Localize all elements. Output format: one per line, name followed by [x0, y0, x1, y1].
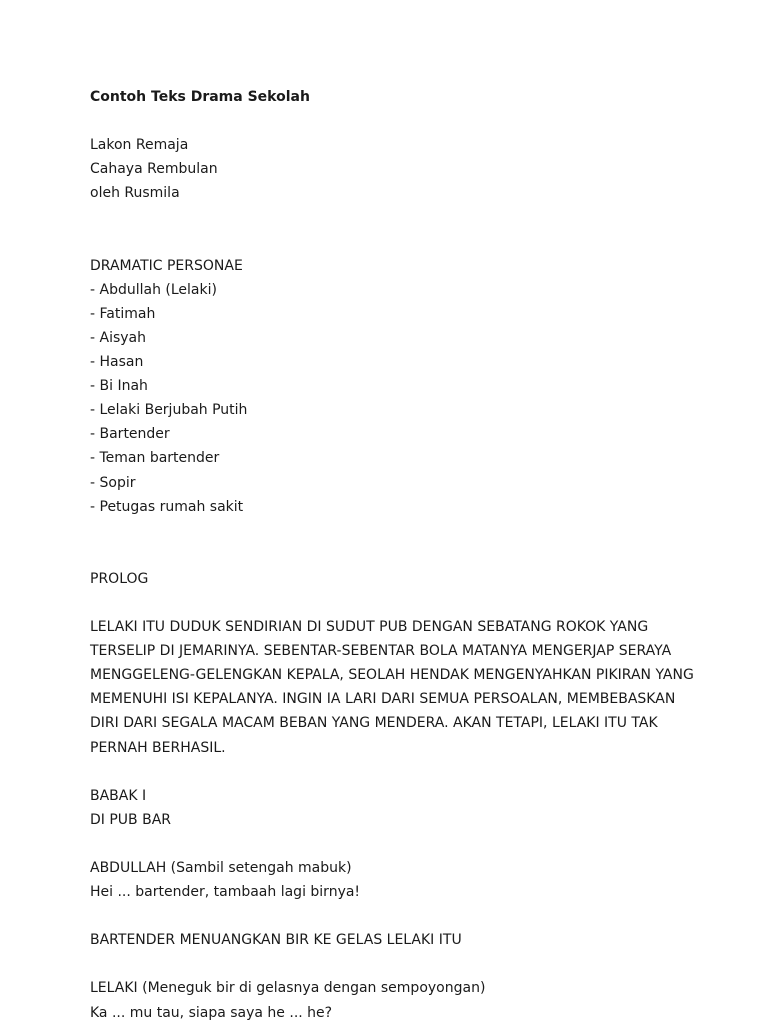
personae-list — [90, 278, 710, 519]
list-item: - Petugas rumah sakit — [90, 498, 244, 515]
document-title: Contoh Teks Drama Sekolah — [90, 89, 310, 105]
list-item: - Sopir — [90, 474, 136, 491]
prolog-line: TERSELIP DI JEMARINYA. SEBENTAR-SEBENTAR BOLA MATANYA MENGERJAP SERAYA — [90, 643, 672, 660]
prolog-line: MEMENUHI ISI KEPALANYA. INGIN IA LARI DARI SEMUA PERSOALAN, MEMBEBASKAN — [90, 691, 676, 708]
prolog-line: DIRI DARI SEGALA MACAM BEBAN YANG MENDERA. AKAN TETAPI, LELAKI ITU TAK — [90, 715, 658, 732]
list-item: - Bi Inah — [90, 378, 148, 395]
list-item: - Bartender — [90, 426, 170, 443]
list-item: - Teman bartender — [90, 450, 220, 467]
prolog-heading: PROLOG — [90, 570, 149, 587]
dialog-line-lelaki: Ka ... mu tau, siapa saya he ... he? — [90, 1004, 333, 1021]
subtitle-play-title: Cahaya Rembulan — [90, 161, 218, 178]
dialog-line-abdullah: Hei ... bartender, tambaah lagi birnya! — [90, 884, 361, 901]
dialog-cue-lelaki: LELAKI (Meneguk bir di gelasnya dengan sempoyongan) — [90, 980, 486, 997]
list-item: - Lelaki Berjubah Putih — [90, 402, 248, 419]
dialog-cue-abdullah: ABDULLAH (Sambil setengah mabuk) — [90, 860, 352, 876]
document-page — [90, 85, 710, 1025]
prolog-line: PERNAH BERHASIL. — [90, 739, 226, 756]
list-item: - Hasan — [90, 354, 144, 371]
list-item: - Abdullah (Lelaki) — [90, 281, 217, 298]
prolog-line: MENGGELENG-GELENGKAN KEPALA, SEOLAH HENDAK MENGENYAHKAN PIKIRAN YANG — [90, 667, 694, 684]
prolog-line: LELAKI ITU DUDUK SENDIRIAN DI SUDUT PUB DENGAN SEBATANG ROKOK YANG — [90, 619, 649, 636]
list-item: - Aisyah — [90, 329, 146, 346]
subtitle-author: oleh Rusmila — [90, 185, 180, 202]
babak-heading: BABAK I — [90, 787, 147, 804]
list-item: - Fatimah — [90, 305, 156, 322]
subtitle-genre: Lakon Remaja — [90, 137, 189, 154]
personae-heading: DRAMATIC PERSONAE — [90, 257, 243, 274]
stage-direction: BARTENDER MENUANGKAN BIR KE GELAS LELAKI ITU — [90, 932, 462, 949]
babak-setting: DI PUB BAR — [90, 811, 172, 828]
prolog-paragraph — [90, 615, 710, 760]
